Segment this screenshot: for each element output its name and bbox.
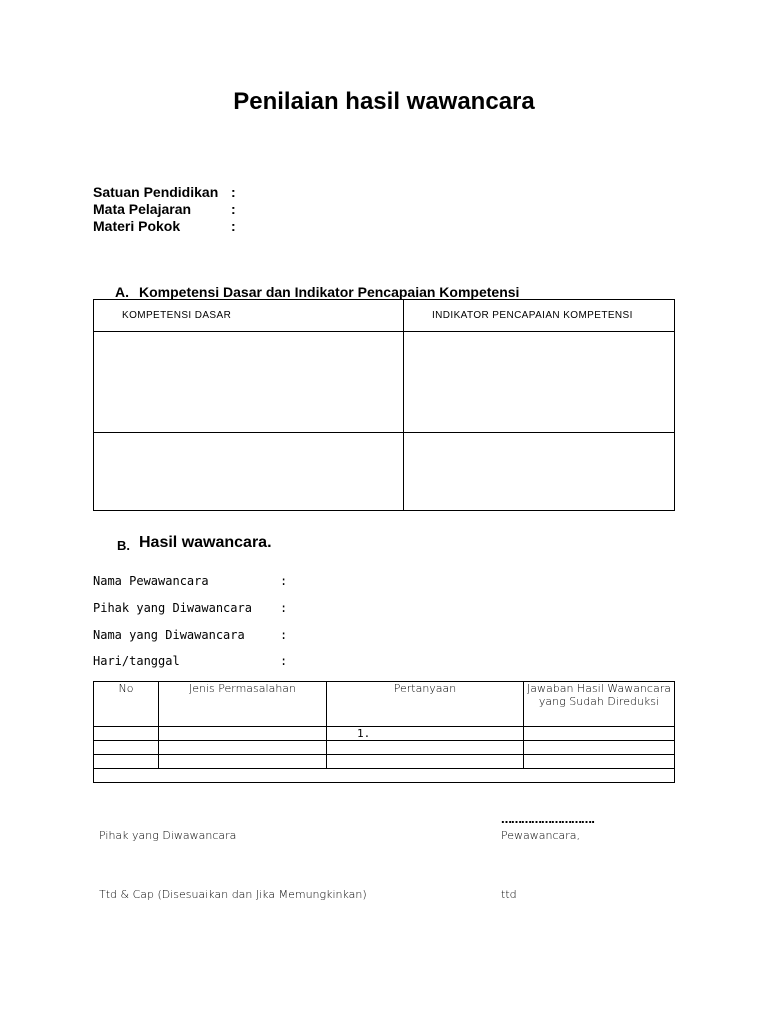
field-colon: : (280, 601, 288, 615)
table-cell (327, 741, 524, 755)
meta-colon: : (231, 184, 236, 200)
header-indikator: INDIKATOR PENCAPAIAN KOMPETENSI (404, 300, 675, 332)
table-cell (159, 755, 327, 769)
table-row (94, 741, 675, 755)
table-cell (159, 741, 327, 755)
table-row (94, 727, 675, 741)
table-row (94, 332, 675, 433)
header-no: No (94, 682, 159, 727)
table-cell (524, 755, 675, 769)
meta-label-satuan-pendidikan: Satuan Pendidikan (93, 184, 219, 200)
table-cell (94, 741, 159, 755)
signature-left-sign: Ttd & Cap (Disesuaikan dan Jika Memungkinkan) (99, 888, 367, 901)
table-cell (404, 332, 675, 433)
field-colon: : (280, 574, 288, 588)
field-label-nama-diwawancara: Nama yang Diwawancara (93, 628, 245, 642)
table-cell (159, 727, 327, 741)
table-cell (94, 727, 159, 741)
table-cell (94, 769, 675, 783)
header-jenis-permasalahan: Jenis Permasalahan (159, 682, 327, 727)
header-jawaban: Jawaban Hasil Wawancara yang Sudah Direduksi (524, 682, 675, 727)
section-b-title: Hasil wawancara. (139, 534, 272, 551)
table-row (94, 755, 675, 769)
page-title: Penilaian hasil wawancara (233, 88, 535, 115)
header-kompetensi-dasar: KOMPETENSI DASAR (94, 300, 404, 332)
table-row (94, 433, 675, 511)
table-cell (94, 755, 159, 769)
section-a-title: Kompetensi Dasar dan Indikator Pencapaian Kompetensi (139, 284, 520, 300)
meta-label-materi-pokok: Materi Pokok (93, 218, 181, 234)
competency-table (93, 299, 675, 511)
table-cell (404, 433, 675, 511)
meta-label-mata-pelajaran: Mata Pelajaran (93, 201, 192, 217)
meta-colon: : (231, 218, 236, 234)
field-label-nama-pewawancara: Nama Pewawancara (93, 574, 209, 588)
table-cell (94, 433, 404, 511)
table-cell (327, 755, 524, 769)
signature-right-sign: ttd (501, 888, 517, 901)
interview-table-header (94, 682, 675, 727)
meta-colon: : (231, 201, 236, 217)
table-cell (524, 727, 675, 741)
field-colon: : (280, 654, 288, 668)
question-number: 1. (327, 727, 524, 741)
competency-table-header (94, 300, 675, 332)
signature-dots: ………………………. (501, 813, 595, 826)
table-row (94, 769, 675, 783)
section-b-letter: B. (117, 538, 130, 553)
table-cell (94, 332, 404, 433)
table-cell (524, 741, 675, 755)
field-colon: : (280, 628, 288, 642)
header-pertanyaan: Pertanyaan (327, 682, 524, 727)
section-a-letter: A. (115, 284, 129, 300)
field-label-pihak-diwawancara: Pihak yang Diwawancara (93, 601, 252, 615)
signature-right-label: Pewawancara, (501, 829, 581, 842)
interview-table (93, 681, 675, 783)
signature-left-label: Pihak yang Diwawancara (99, 829, 237, 842)
field-label-hari-tanggal: Hari/tanggal (93, 654, 180, 668)
